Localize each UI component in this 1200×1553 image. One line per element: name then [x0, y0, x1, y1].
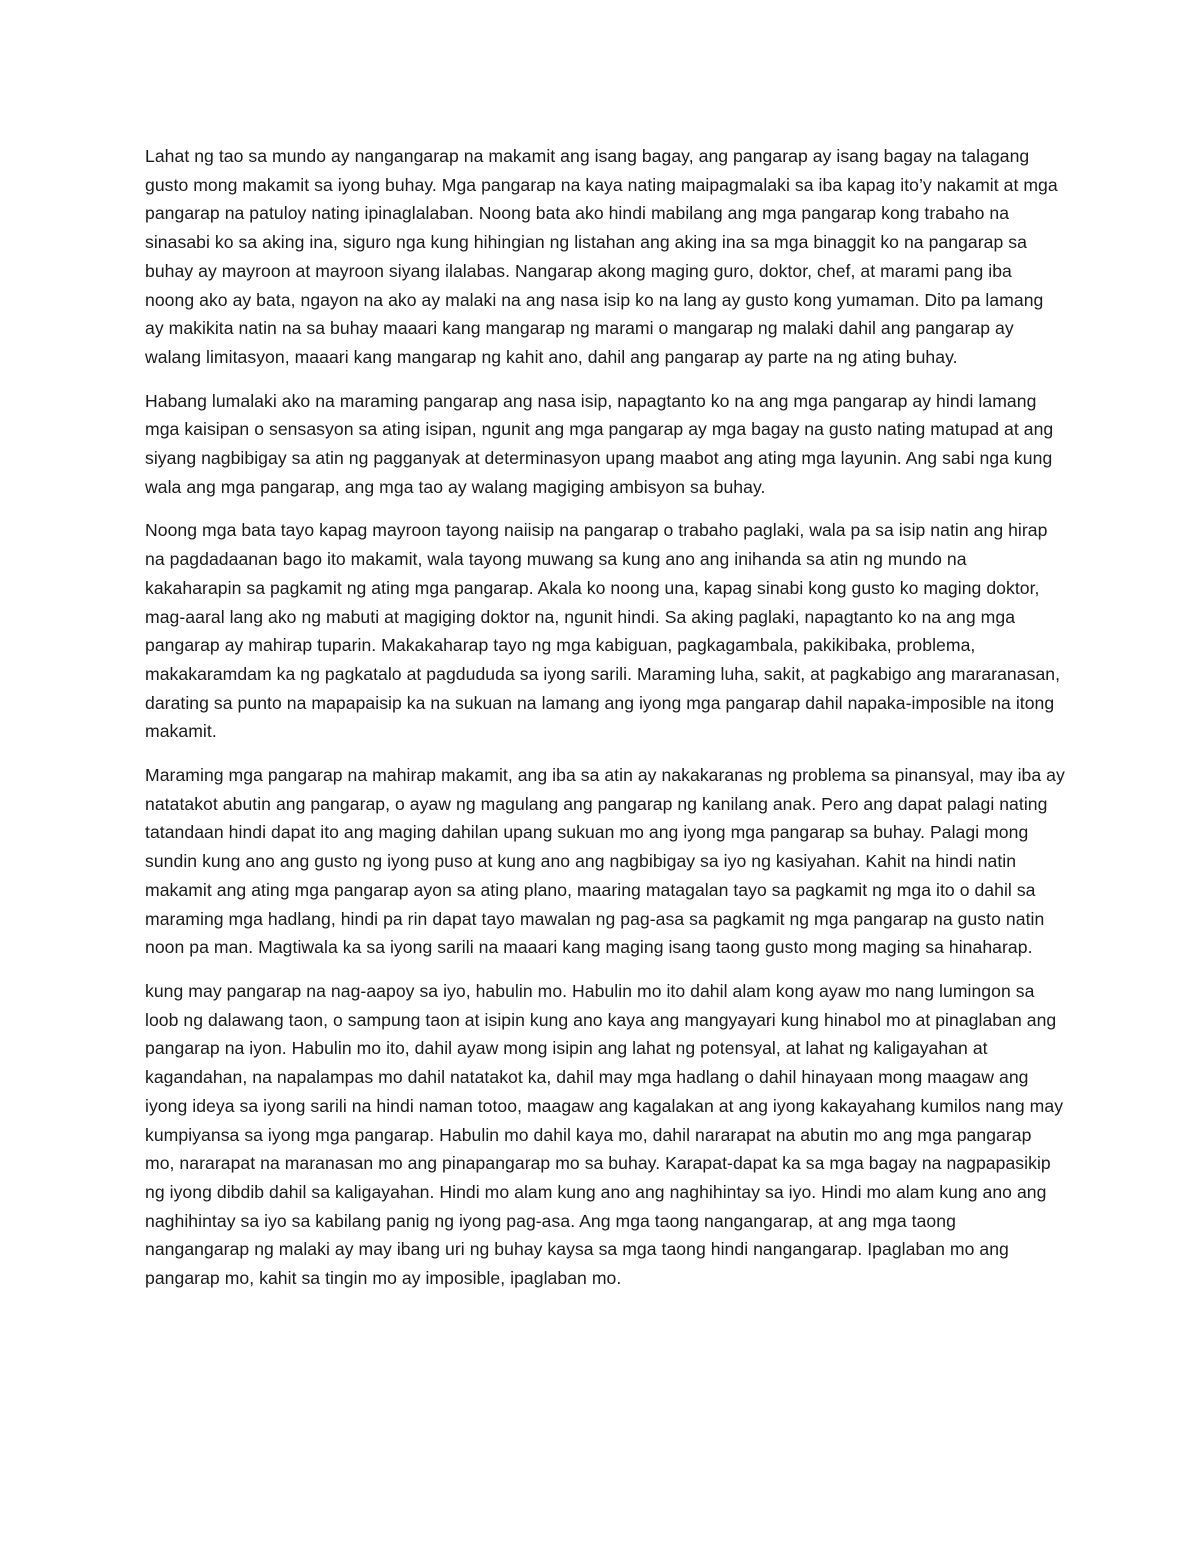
- document-body: [145, 142, 1065, 1308]
- paragraph-3: Noong mga bata tayo kapag mayroon tayong naiisip na pangarap o trabaho paglaki, wala pa sa isip natin ang hirap na pagdadaanan bago ito makamit, wala tayong muwang sa kung ano ang inihanda sa atin ng mundo na kakaharapin sa pagkamit ng ating mga pangarap. Akala ko noong una, kapag sinabi kong gusto ko maging doktor, mag-aaral lang ako ng mabuti at magiging doktor na, ngunit hindi. Sa aking paglaki, napagtanto ko na ang mga pangarap ay mahirap tuparin. Makakaharap tayo ng mga kabiguan, pagkagambala, pakikibaka, problema, makakaramdam ka ng pagkatalo at pagdududa sa iyong sarili. Maraming luha, sakit, at pagkabigo ang mararanasan, darating sa punto na mapapaisip ka na sukuan na lamang ang iyong mga pangarap dahil napaka-imposible na itong makamit.: [145, 520, 1061, 742]
- paragraph-5: kung may pangarap na nag-aapoy sa iyo, habulin mo. Habulin mo ito dahil alam kong ayaw mo nang lumingon sa loob ng dalawang taon, o sampung taon at isipin kung ano kaya ang mangyayari kung hinabol mo at pinaglaban ang pangarap na iyon. Habulin mo ito, dahil ayaw mong isipin ang lahat ng potensyal, at lahat ng kaligayahan at kagandahan, na napalampas mo dahil natatakot ka, dahil may mga hadlang o dahil hinayaan mong maagaw ang iyong ideya sa iyong sarili na hindi naman totoo, maagaw ang kagalakan at ang iyong kakayahang kumilos nang may kumpiyansa sa iyong mga pangarap. Habulin mo dahil kaya mo, dahil nararapat na abutin mo ang mga pangarap mo, nararapat na maranasan mo ang pinapangarap mo sa buhay. Karapat-dapat ka sa mga bagay na nagpapasikip ng iyong dibdib dahil sa kaligayahan. Hindi mo alam kung ano ang naghihintay sa iyo. Hindi mo alam kung ano ang naghihintay sa iyo sa kabilang panig ng iyong pag-asa. Ang mga taong nangangarap, at ang mga taong nangangarap ng malaki ay may ibang uri ng buhay kaysa sa mga taong hindi nangangarap. Ipaglaban mo ang pangarap mo, kahit sa tingin mo ay imposible, ipaglaban mo.: [145, 980, 1064, 1289]
- paragraph-1: Lahat ng tao sa mundo ay nangangarap na makamit ang isang bagay, ang pangarap ay isang bagay na talagang gusto mong makamit sa iyong buhay. Mga pangarap na kaya nating maipagmalaki sa iba kapag ito’y nakamit at mga pangarap na patuloy nating ipinaglalaban. Noong bata ako hindi mabilang ang mga pangarap kong trabaho na sinasabi ko sa aking ina, siguro nga kung hihingian ng listahan ang aking ina sa mga binaggit ko na pangarap sa buhay ay mayroon at mayroon siyang ilalabas. Nangarap akong maging guro, doktor, chef, at marami pang iba noong ako ay bata, ngayon na ako ay malaki na ang nasa isip ko na lang ay gusto kong yumaman. Dito pa lamang ay makikita natin na sa buhay maaari kang mangarap ng marami o mangarap ng malaki dahil ang pangarap ay walang limitasyon, maaari kang mangarap ng kahit ano, dahil ang pangarap ay parte na ng ating buhay.: [145, 146, 1058, 367]
- paragraph-2: Habang lumalaki ako na maraming pangarap ang nasa isip, napagtanto ko na ang mga pangarap ay hindi lamang mga kaisipan o sensasyon sa ating isipan, ngunit ang mga pangarap ay mga bagay na gusto nating matupad at ang siyang nagbibigay sa atin ng pagganyak at determinasyon upang maabot ang ating mga layunin. Ang sabi nga kung wala ang mga pangarap, ang mga tao ay walang magiging ambisyon sa buhay.: [145, 390, 1054, 497]
- paragraph-4: Maraming mga pangarap na mahirap makamit, ang iba sa atin ay nakakaranas ng problema sa pinansyal, may iba ay natatakot abutin ang pangarap, o ayaw ng magulang ang pangarap ng kanilang anak. Pero ang dapat palagi nating tatandaan hindi dapat ito ang maging dahilan upang sukuan mo ang iyong mga pangarap sa buhay. Palagi mong sundin kung ano ang gusto ng iyong puso at kung ano ang nagbibigay sa iyo ng kasiyahan. Kahit na hindi natin makamit ang ating mga pangarap ayon sa ating plano, maaring matagalan tayo sa pagkamit ng mga ito o dahil sa maraming mga hadlang, hindi pa rin dapat tayo mawalan ng pag-asa sa pagkamit ng mga pangarap na gusto natin noon pa man. Magtiwala ka sa iyong sarili na maaari kang maging isang taong gusto mong maging sa hinaharap.: [145, 765, 1065, 958]
